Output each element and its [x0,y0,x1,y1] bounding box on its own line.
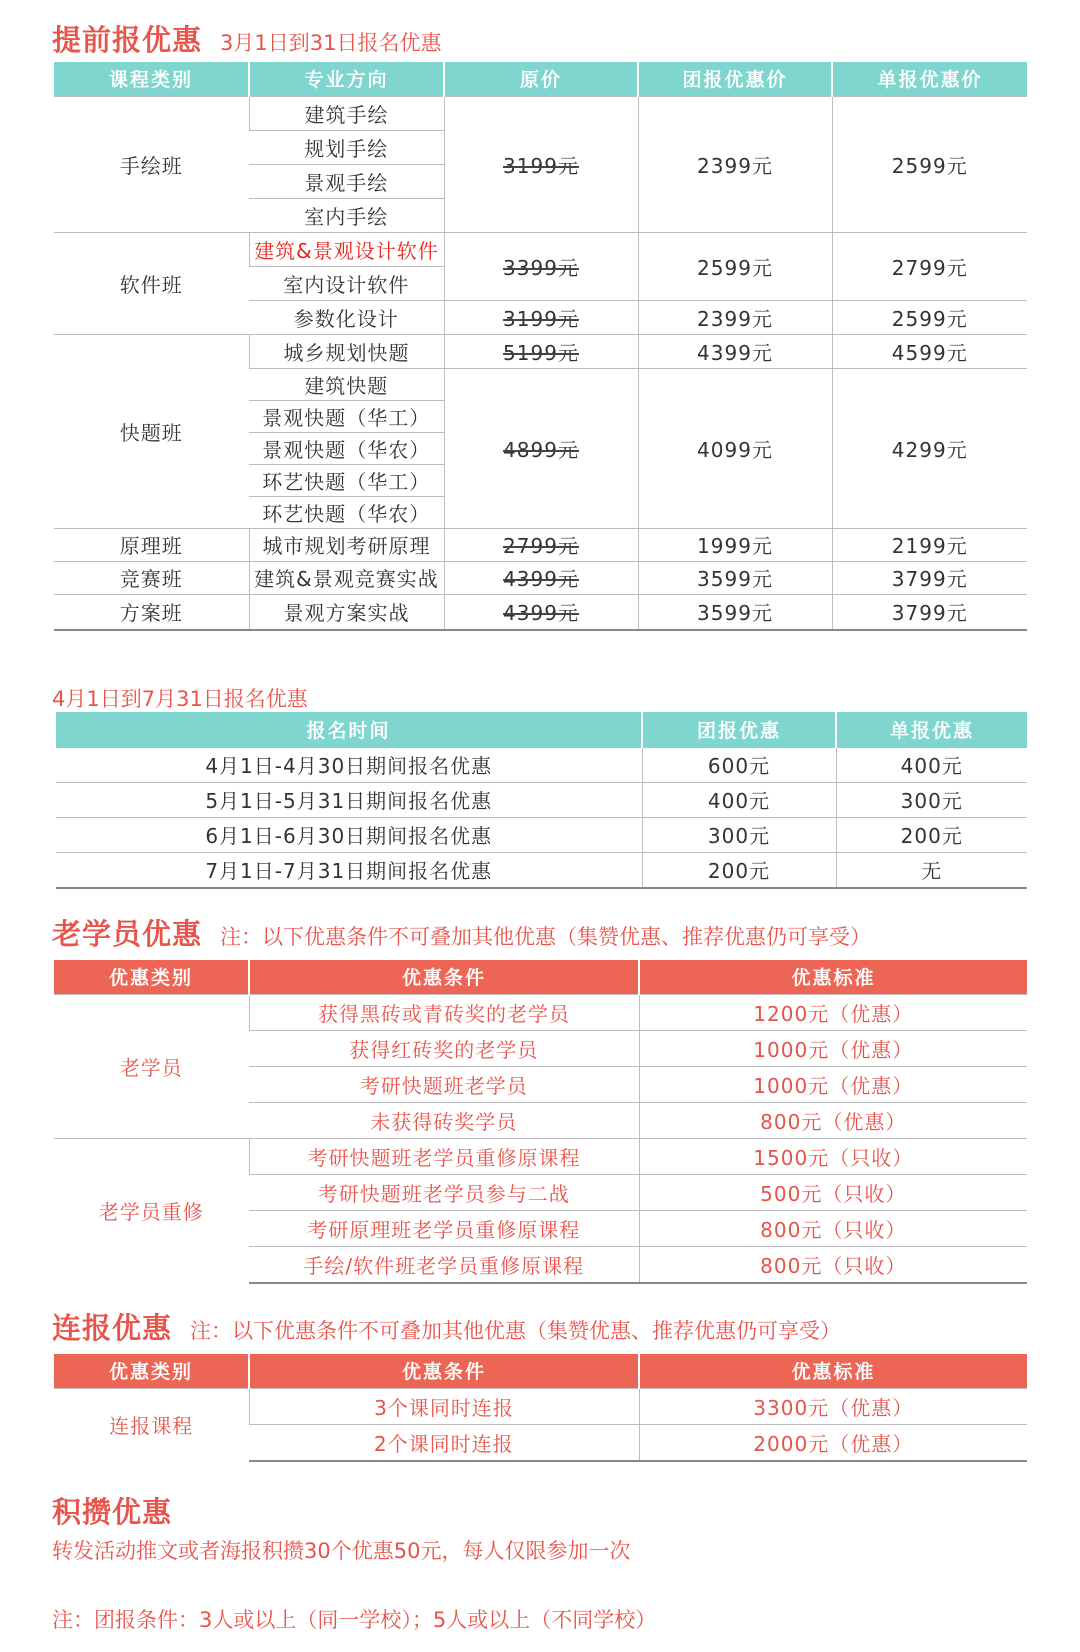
single-price: 2599元 [832,96,1027,232]
direction-cell: 建筑快题 [249,368,444,400]
direction-cell: 景观快题（华工） [249,400,444,432]
direction-cell: 环艺快题（华工） [249,464,444,496]
section-title-apr-jul: 4月1日到7月31日报名优惠 [52,687,308,711]
table-row [54,994,1027,1030]
footer-note: 注：团报条件：3人或以上（同一学校）；5人或以上（不同学校） [52,1608,657,1632]
condition-cell: 获得红砖奖的老学员 [249,1030,639,1066]
original-price: 2799元 [444,528,638,561]
alumni-table [54,960,1027,1284]
table-header-row [54,62,1027,96]
standard-cell: 800元（只收） [639,1246,1027,1283]
group-price: 4099元 [638,368,832,528]
group-price: 4399元 [638,334,832,368]
standard-cell: 1200元（优惠） [639,994,1027,1030]
period-cell: 6月1日-6月30日期间报名优惠 [56,817,642,852]
condition-cell: 手绘/软件班老学员重修原课程 [249,1246,639,1283]
col-header: 优惠条件 [249,1354,639,1388]
category-cell: 连报课程 [54,1388,249,1461]
period-cell: 4月1日-4月30日期间报名优惠 [56,747,642,782]
col-header: 优惠标准 [639,960,1027,994]
standard-cell: 2000元（优惠） [639,1424,1027,1461]
alumni-title: 老学员优惠 [52,917,203,951]
single-discount: 300元 [836,782,1027,817]
direction-cell: 建筑&景观设计软件 [249,232,444,266]
col-header: 优惠类别 [54,960,249,994]
group-discount: 600元 [642,747,836,782]
condition-cell: 获得黑砖或青砖奖的老学员 [249,994,639,1030]
single-discount: 400元 [836,747,1027,782]
standard-cell: 800元（只收） [639,1210,1027,1246]
col-header: 专业方向 [249,62,444,96]
direction-cell: 建筑手绘 [249,96,444,130]
table-row [56,782,1027,817]
standard-cell: 1000元（优惠） [639,1030,1027,1066]
category-cell: 原理班 [54,528,249,561]
standard-cell: 1000元（优惠） [639,1066,1027,1102]
section-title-early [52,18,441,59]
category-cell: 手绘班 [54,96,249,232]
single-price: 2799元 [832,232,1027,300]
condition-cell: 考研原理班老学员重修原课程 [249,1210,639,1246]
table-row [56,817,1027,852]
direction-cell: 室内设计软件 [249,266,444,300]
original-price: 3399元 [444,232,638,300]
section-title-alumni [52,912,871,953]
single-price: 2199元 [832,528,1027,561]
direction-cell: 景观方案实战 [249,594,444,630]
early-subtitle: 3月1日到31日报名优惠 [220,31,442,55]
condition-cell: 未获得砖奖学员 [249,1102,639,1138]
apr-jul-table [56,712,1027,889]
col-header: 课程类别 [54,62,249,96]
original-price: 4399元 [444,561,638,594]
likes-text: 转发活动推文或者海报积攒30个优惠50元，每人仅限参加一次 [52,1539,631,1563]
col-header: 报名时间 [56,712,642,747]
group-price: 3599元 [638,594,832,630]
condition-cell: 考研快题班老学员重修原课程 [249,1138,639,1174]
group-price: 1999元 [638,528,832,561]
direction-cell: 城乡规划快题 [249,334,444,368]
col-header: 原价 [444,62,638,96]
direction-cell: 景观手绘 [249,164,444,198]
single-price: 3799元 [832,594,1027,630]
table-row [54,1138,1027,1174]
category-cell: 老学员 [54,994,249,1138]
standard-cell: 800元（优惠） [639,1102,1027,1138]
col-header: 团报优惠 [642,712,836,747]
condition-cell: 考研快题班老学员 [249,1066,639,1102]
direction-cell: 环艺快题（华农） [249,496,444,528]
likes-title: 积攒优惠 [52,1495,173,1529]
table-row [54,334,1027,368]
group-price: 2399元 [638,96,832,232]
single-price: 4299元 [832,368,1027,528]
group-discount: 300元 [642,817,836,852]
table-row [56,747,1027,782]
multi-table [54,1354,1027,1462]
category-cell: 方案班 [54,594,249,630]
multi-note: 注：以下优惠条件不可叠加其他优惠（集赞优惠、推荐优惠仍可享受） [190,1319,842,1343]
single-price: 4599元 [832,334,1027,368]
group-discount: 400元 [642,782,836,817]
single-discount: 200元 [836,817,1027,852]
direction-cell: 参数化设计 [249,300,444,334]
single-price: 3799元 [832,561,1027,594]
table-row [54,594,1027,630]
early-title: 提前报优惠 [52,23,203,57]
direction-cell: 城市规划考研原理 [249,528,444,561]
group-discount: 200元 [642,852,836,888]
standard-cell: 500元（只收） [639,1174,1027,1210]
table-row [54,232,1027,266]
table-row [54,528,1027,561]
section-title-multi [52,1306,841,1347]
single-price: 2599元 [832,300,1027,334]
original-price: 4899元 [444,368,638,528]
col-header: 单报优惠 [836,712,1027,747]
table-row [54,561,1027,594]
direction-cell: 建筑&景观竞赛实战 [249,561,444,594]
period-cell: 7月1日-7月31日期间报名优惠 [56,852,642,888]
early-price-table [54,62,1027,631]
condition-cell: 2个课同时连报 [249,1424,639,1461]
direction-cell: 景观快题（华农） [249,432,444,464]
original-price: 3199元 [444,300,638,334]
standard-cell: 3300元（优惠） [639,1388,1027,1424]
table-row [54,96,1027,130]
category-cell: 老学员重修 [54,1138,249,1283]
col-header: 团报优惠价 [638,62,832,96]
group-price: 2399元 [638,300,832,334]
direction-cell: 规划手绘 [249,130,444,164]
multi-title: 连报优惠 [52,1311,173,1345]
standard-cell: 1500元（只收） [639,1138,1027,1174]
table-row [54,1388,1027,1424]
condition-cell: 3个课同时连报 [249,1388,639,1424]
condition-cell: 考研快题班老学员参与二战 [249,1174,639,1210]
original-price: 5199元 [444,334,638,368]
col-header: 优惠类别 [54,1354,249,1388]
category-cell: 快题班 [54,334,249,528]
col-header: 优惠标准 [639,1354,1027,1388]
original-price: 4399元 [444,594,638,630]
category-cell: 软件班 [54,232,249,334]
col-header: 优惠条件 [249,960,639,994]
alumni-note: 注：以下优惠条件不可叠加其他优惠（集赞优惠、推荐优惠仍可享受） [220,925,872,949]
group-price: 3599元 [638,561,832,594]
direction-cell: 室内手绘 [249,198,444,232]
group-price: 2599元 [638,232,832,300]
period-cell: 5月1日-5月31日期间报名优惠 [56,782,642,817]
col-header: 单报优惠价 [832,62,1027,96]
single-discount: 无 [836,852,1027,888]
table-row [56,852,1027,888]
category-cell: 竞赛班 [54,561,249,594]
original-price: 3199元 [444,96,638,232]
section-title-likes [52,1490,172,1531]
